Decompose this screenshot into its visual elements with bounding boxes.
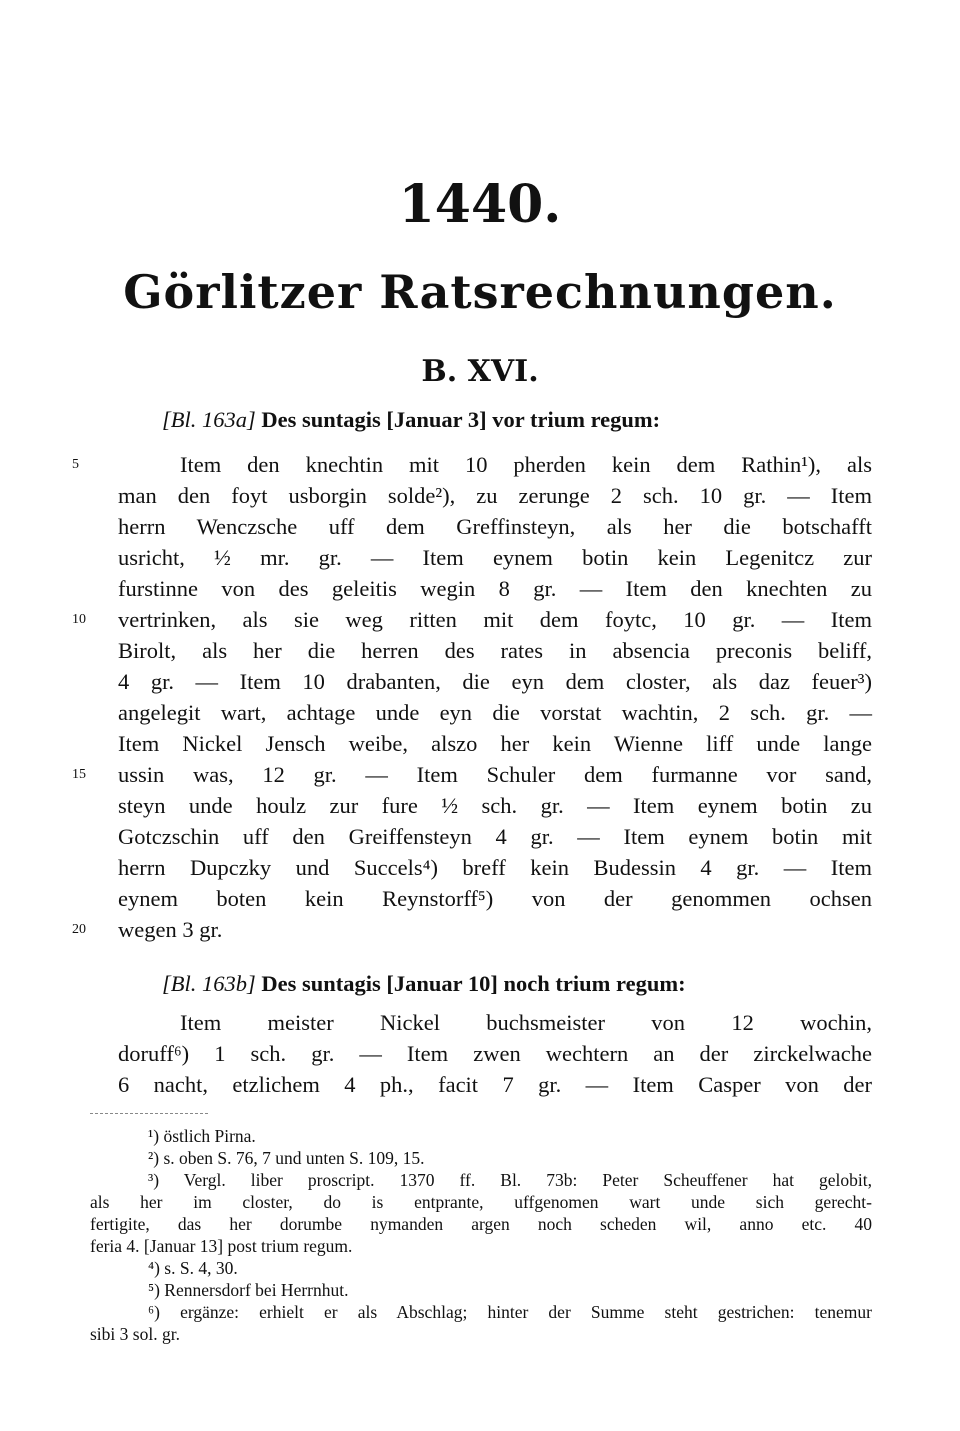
footnote: ³) Vergl. liber proscript. 1370 ff. Bl. 73b: Peter Scheuffener hat gelobit, — [148, 1170, 872, 1190]
page-subtitle: B. XVI. — [421, 354, 539, 389]
text-line: vertrinken, als sie weg ritten mit dem foytc, 10 gr. — Item — [118, 607, 872, 632]
folio-reference: [Bl. 163a] — [162, 407, 256, 432]
footnote: ⁶) ergänze: erhielt er als Abschlag; hinter der Summe steht gestrichen: tenemur — [148, 1302, 872, 1322]
text-line: herrn Dupczky und Succels⁴) breff kein Budessin 4 gr. — Item — [118, 855, 872, 880]
page-year: 1440. — [398, 174, 562, 235]
section-heading — [162, 405, 882, 435]
line-number: 5 — [72, 457, 79, 472]
text-line: Birolt, als her die herren des rates in absencia preconis beliff, — [118, 638, 872, 663]
text-line: usricht, ½ mr. gr. — Item eynem botin kein Legenitcz zur — [118, 545, 872, 570]
footnote: ⁵) Rennersdorf bei Herrnhut. — [148, 1280, 349, 1300]
text-line: Item meister Nickel buchsmeister von 12 wochin, — [180, 1010, 872, 1035]
section-heading — [162, 969, 882, 999]
text-line: 4 gr. — Item 10 drabanten, die eyn dem closter, als daz feuer³) — [118, 669, 872, 694]
text-line: furstinne von des geleitis wegin 8 gr. — Item den knechten zu — [118, 576, 872, 601]
text-line: herrn Wenczsche uff dem Greffinsteyn, als her die botschafft — [118, 514, 872, 539]
text-line: ussin was, 12 gr. — Item Schuler dem furmanne vor sand, — [118, 762, 872, 787]
footnote-continuation: sibi 3 sol. gr. — [90, 1324, 180, 1344]
line-number: 10 — [72, 612, 86, 627]
text-line: Item den knechtin mit 10 pherden kein dem Rathin¹), als — [180, 452, 872, 477]
footnote: ⁴) s. S. 4, 30. — [148, 1258, 238, 1278]
footnote: ²) s. oben S. 76, 7 und unten S. 109, 15. — [148, 1148, 425, 1168]
section-title: Des suntagis [Januar 3] vor trium regum: — [261, 407, 661, 432]
text-line: steyn unde houlz zur fure ½ sch. gr. — Item eynem botin zu — [118, 793, 872, 818]
text-line: angelegit wart, achtage unde eyn die vorstat wachtin, 2 sch. gr. — — [118, 700, 872, 725]
text-line: Gotczschin uff den Greiffensteyn 4 gr. — Item eynem botin mit — [118, 824, 872, 849]
footnote-continuation: feria 4. [Januar 13] post trium regum. — [90, 1236, 353, 1256]
text-line: 6 nacht, etzlichem 4 ph., facit 7 gr. — Item Casper von der — [118, 1072, 872, 1097]
text-line: wegen 3 gr. — [118, 917, 223, 942]
footnote: ¹) östlich Pirna. — [148, 1126, 256, 1146]
line-number: 20 — [72, 922, 86, 937]
text-line: doruff⁶) 1 sch. gr. — Item zwen wechtern an der zirckelwache — [118, 1041, 872, 1066]
footnote-continuation: fertigite, das her dorumbe nymanden argen noch scheden wil, anno etc. 40 — [90, 1214, 872, 1234]
page-title: Görlitzer Ratsrechnungen. — [123, 265, 837, 319]
text-line: man den foyt usborgin solde²), zu zerunge 2 sch. 10 gr. — Item — [118, 483, 872, 508]
line-number: 15 — [72, 767, 86, 782]
folio-reference: [Bl. 163b] — [162, 971, 256, 996]
footnote-continuation: als her im closter, do is entprante, uffgenomen wart unde sich gerecht- — [90, 1192, 872, 1212]
footnote-divider — [90, 1113, 208, 1114]
section-title: Des suntagis [Januar 10] noch trium regum: — [261, 971, 686, 996]
text-line: eynem boten kein Reynstorff⁵) von der genommen ochsen — [118, 886, 872, 911]
text-line: Item Nickel Jensch weibe, alszo her kein Wienne liff unde lange — [118, 731, 872, 756]
